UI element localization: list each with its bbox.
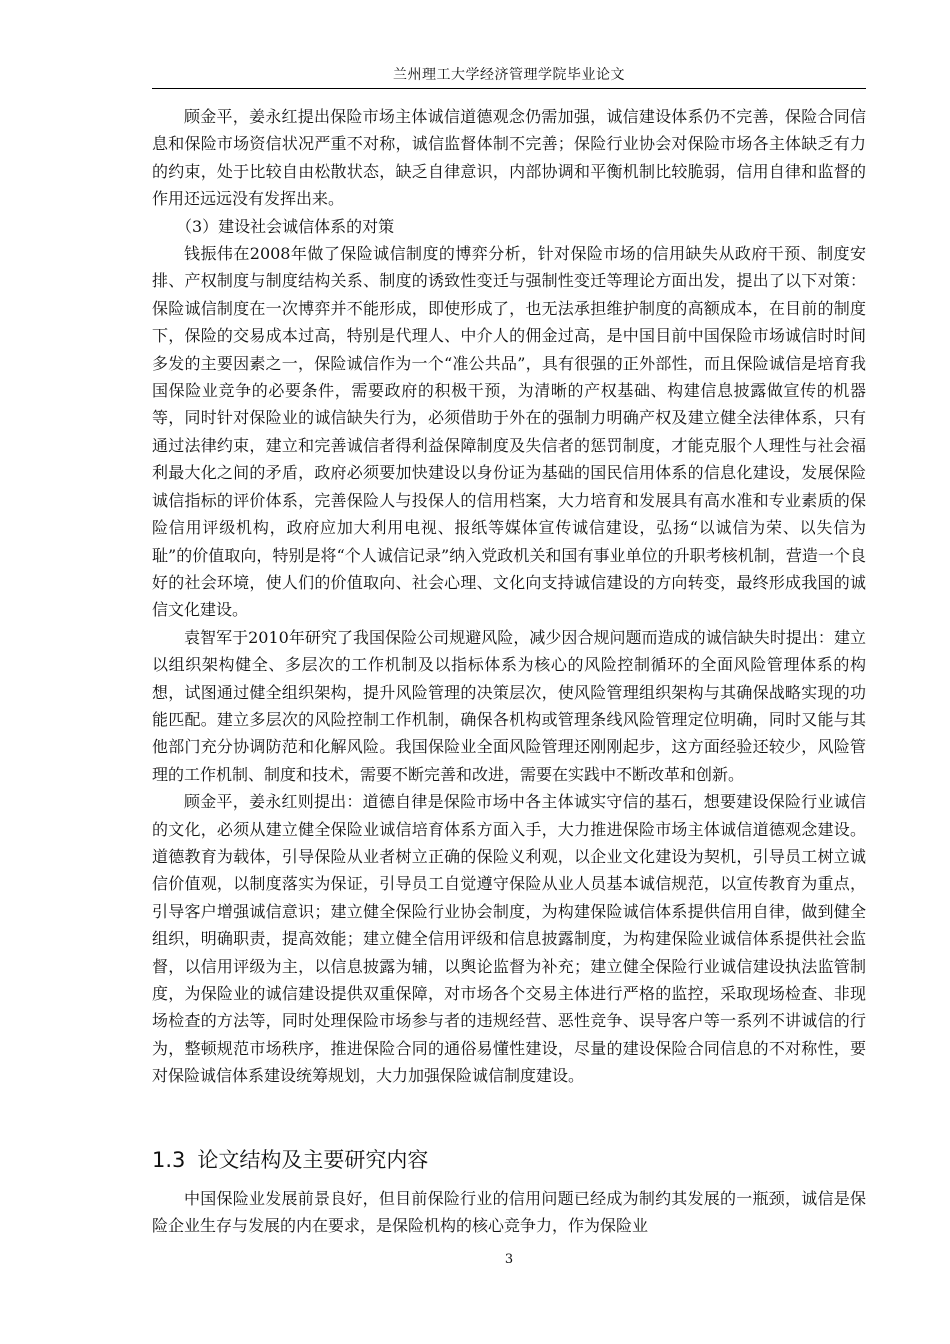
section-title: 论文结构及主要研究内容 <box>197 1148 429 1172</box>
section-number: 1.3 <box>152 1148 186 1172</box>
paragraph: 顾金平，姜永红提出保险市场主体诚信道德观念仍需加强，诚信建设体系仍不完善，保险合同信息和保险市场资信状况严重不对称，诚信监督体制不完善；保险行业协会对保险市场各主体缺乏有力的约束，处于比较自由松散状态，缺乏自律意识，内部协调和平衡机制比较脆弱，信用自律和监督的作用还远远没有发挥出来。 <box>152 107 866 209</box>
body-text <box>152 103 866 1090</box>
subheading: （3）建设社会诚信体系的对策 <box>176 216 395 236</box>
section-body-text <box>152 1185 866 1240</box>
paragraph: 中国保险业发展前景良好，但目前保险行业的信用问题已经成为制约其发展的一瓶颈，诚信是保险企业生存与发展的内在要求，是保险机构的核心竞争力，作为保险业 <box>152 1189 866 1236</box>
paragraph: 袁智军于2010年研究了我国保险公司规避风险，减少因合规问题而造成的诚信缺失时提出：建立以组织架构健全、多层次的工作机制及以指标体系为核心的风险控制循环的全面风险管理体系的构想，试图通过健全组织架构，提升风险管理的决策层次，使风险管理组织架构与其确保战略实现的功能匹配。建立多层次的风险控制工作机制，确保各机构或管理条线风险管理定位明确，同时又能与其他部门充分协调防范和化解风险。我国保险业全面风险管理还刚刚起步，这方面经验还较少，风险管理的工作机制、制度和技术，需要不断完善和改进，需要在实践中不断改革和创新。 <box>152 627 866 784</box>
page-number: 3 <box>504 1252 514 1267</box>
header-divider <box>152 88 866 89</box>
paragraph: 钱振伟在2008年做了保险诚信制度的博弈分析，针对保险市场的信用缺失从政府干预、制度安排、产权制度与制度结构关系、制度的诱致性变迁与强制性变迁等理论方面出发，提出了以下对策：保险诚信制度在一次博弈并不能形成，即使形成了，也无法承担维护制度的高额成本，在目前的制度下，保险的交易成本过高，特别是代理人、中介人的佣金过高，是中国目前中国保险市场诚信时时间多发的主要因素之一，保险诚信作为一个“准公共品”，具有很强的正外部性，而且保险诚信是培育我国保险业竞争的必要条件，需要政府的积极干预，为清晰的产权基础、构建信息披露做宣传的机器等，同时针对保险业的诚信缺失行为，必须借助于外在的强制力明确产权及建立健全法律体系，只有通过法律约束，建立和完善诚信者得利益保障制度及失信者的惩罚制度，才能克服个人理性与社会福利最大化之间的矛盾，政府必须要加快建设以身份证为基础的国民信用体系的信息化建设，发展保险诚信指标的评价体系，完善保险人与投保人的信用档案，大力培育和发展具有高水准和专业素质的保险信用评级机构，政府应加大利用电视、报纸等媒体宣传诚信建设，弘扬“以诚信为荣、以失信为耻”的价值取向，特别是将“个人诚信记录”纳入党政机关和国有事业单位的升职考核机制，营造一个良好的社会环境，使人们的价值取向、社会心理、文化向支持诚信建设的方向转变，最终形成我国的诚信文化建设。 <box>152 244 866 620</box>
paragraph: 顾金平，姜永红则提出：道德自律是保险市场中各主体诚实守信的基石，想要建设保险行业诚信的文化，必须从建立健全保险业诚信培育体系方面入手，大力推进保险市场主体诚信道德观念建设。道德教育为载体，引导保险从业者树立正确的保险义利观，以企业文化建设为契机，引导员工树立诚信价值观，以制度落实为保证，引导员工自觉遵守保险从业人员基本诚信规范，以宣传教育为重点，引导客户增强诚信意识；建立健全保险行业协会制度，为构建保险诚信体系提供信用自律，做到健全组织，明确职责，提高效能；建立健全信用评级和信息披露制度，为构建保险业诚信体系提供社会监督，以信用评级为主，以信息披露为辅，以舆论监督为补充；建立健全保险行业诚信建设执法监管制度，为保险业的诚信建设提供双重保障，对市场各个交易主体进行严格的监控，采取现场检查、非现场检查的方法等，同时处理保险市场参与者的违规经营、恶性竞争、误导客户等一系列不讲诚信的行为，整顿规范市场秩序，推进保险合同的通俗易懂性建设，尽量的建设保险合同信息的不对称性，要对保险诚信体系建设统筹规划，大力加强保险诚信制度建设。 <box>152 792 866 1086</box>
running-header: 兰州理工大学经济管理学院毕业论文 <box>393 67 625 83</box>
section-heading <box>152 1145 866 1175</box>
